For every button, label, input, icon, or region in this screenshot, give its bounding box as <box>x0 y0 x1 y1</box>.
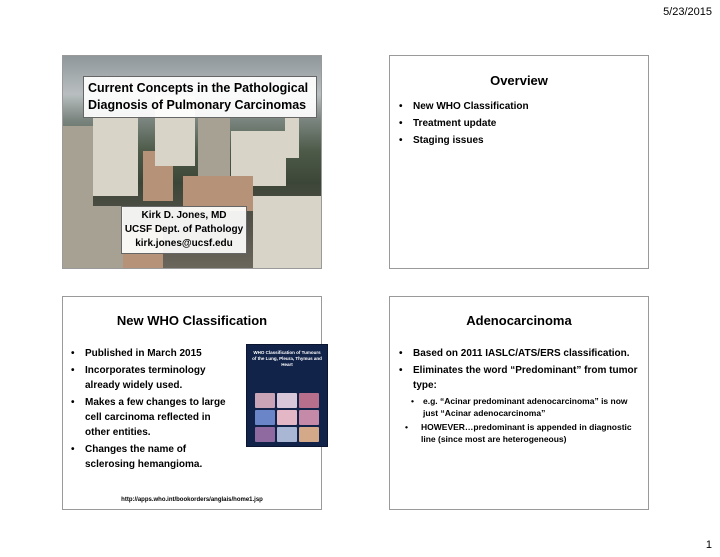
sub-bullet-item: • e.g. “Acinar predominant adenocarcinoma” is now just “Acinar adenocarcinoma” <box>399 395 644 419</box>
presentation-title: Current Concepts in the Pathological Diagnosis of Pulmonary Carcinomas <box>83 76 317 118</box>
page-number: 1 <box>705 539 712 551</box>
bullet-list <box>399 99 639 150</box>
slide-title-text: New WHO Classification <box>116 313 268 328</box>
sub-bullet-item: • HOWEVER…predominant is appended in diagnostic line (since most are heterogeneous) <box>399 421 644 445</box>
slide-who-classification <box>62 296 322 510</box>
bullet-list <box>399 346 644 447</box>
bullet-item: • Based on 2011 IASLC/ATS/ERS classification. <box>399 346 644 361</box>
slide-overview <box>389 55 649 269</box>
who-link[interactable]: http://apps.who.int/bookorders/anglais/home1.jsp <box>121 497 263 503</box>
bullet-item: • Changes the name of sclerosing hemangioma. <box>71 442 236 472</box>
slide-title-text: Adenocarcinoma <box>466 313 572 328</box>
book-title: WHO Classification of Tumours of the Lung, Pleura, Thymus and Heart <box>252 350 322 367</box>
who-book-cover <box>246 344 328 447</box>
book-cover-images <box>255 393 319 442</box>
slide-title <box>62 55 322 269</box>
author-dept: UCSF Dept. of Pathology <box>124 224 244 235</box>
slide-adenocarcinoma <box>389 296 649 510</box>
bullet-item: • Eliminates the word “Predominant” from tumor type: <box>399 363 644 393</box>
bullet-item: • Published in March 2015 <box>71 346 236 361</box>
author-email: kirk.jones@ucsf.edu <box>135 238 233 249</box>
bullet-item: • New WHO Classification <box>399 99 639 114</box>
header-date: 5/23/2015 <box>663 6 712 18</box>
bullet-list <box>71 346 236 474</box>
bullet-item: • Makes a few changes to large cell carcinoma reflected in other entities. <box>71 395 236 440</box>
slide-title-text: Overview <box>490 73 548 88</box>
bullet-item: • Staging issues <box>399 133 639 148</box>
author-block <box>121 206 247 254</box>
author-name: Kirk D. Jones, MD <box>141 210 227 221</box>
bullet-item: • Incorporates terminology already widely used. <box>71 363 236 393</box>
bullet-item: • Treatment update <box>399 116 639 131</box>
